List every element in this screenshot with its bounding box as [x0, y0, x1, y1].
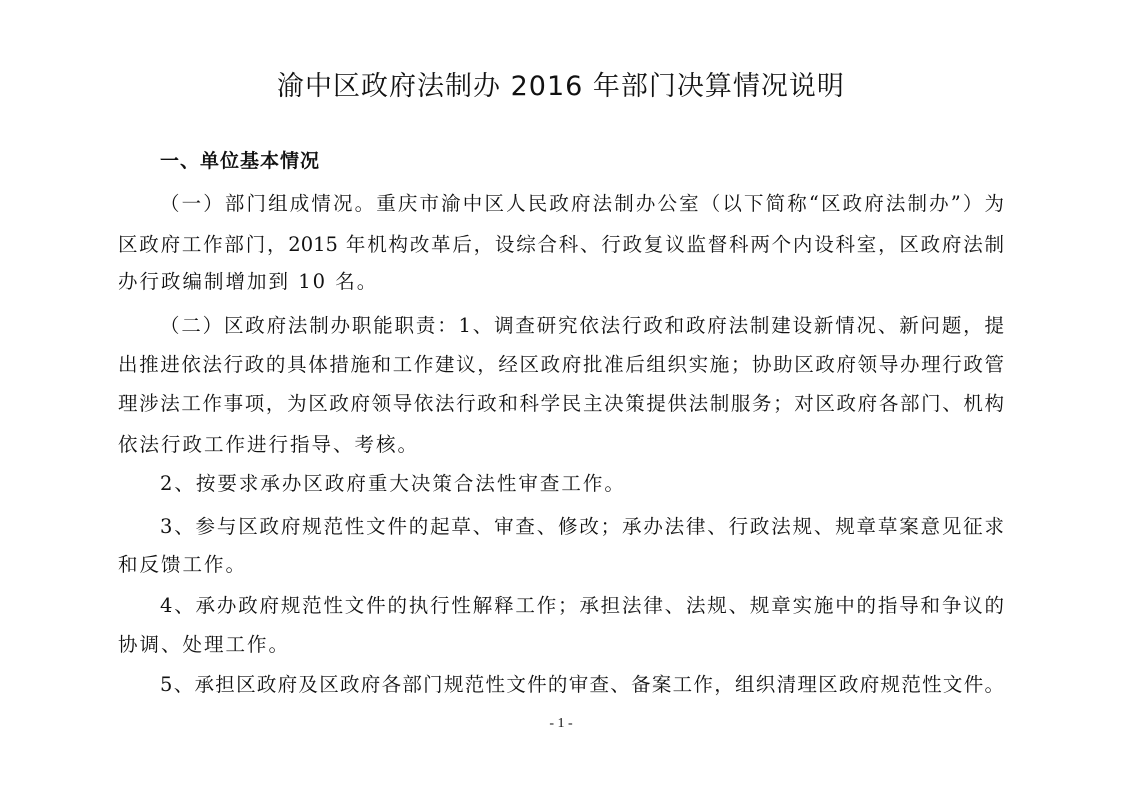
paragraph-line: 2、按要求承办区政府重大决策合法性审查工作。 [160, 472, 626, 495]
paragraph-line: 4、承办政府规范性文件的执行性解释工作；承担法律、法规、规章实施中的指导和争议的 [160, 594, 1004, 617]
paragraph-line: 办行政编制增加到 10 名。 [118, 270, 379, 293]
paragraph-line: 理涉法工作事项，为区政府领导依法行政和科学民主决策提供法制服务；对区政府各部门、机构 [118, 392, 1004, 415]
paragraph-line: （一）部门组成情况。重庆市渝中区人民政府法制办公室（以下简称“区政府法制办”）为 [160, 192, 1004, 215]
document-title: 渝中区政府法制办 2016 年部门决算情况说明 [277, 71, 845, 102]
paragraph-line: 5、承担区政府及区政府各部门规范性文件的审查、备案工作，组织清理区政府规范性文件。 [160, 673, 1004, 696]
paragraph-line: 3、参与区政府规范性文件的起草、审查、修改；承办法律、行政法规、规章草案意见征求 [160, 515, 1004, 538]
paragraph-line: 出推进依法行政的具体措施和工作建议，经区政府批准后组织实施；协助区政府领导办理行政管 [118, 353, 1004, 376]
paragraph-line: 依法行政工作进行指导、考核。 [118, 433, 420, 456]
paragraph-line: 和反馈工作。 [118, 553, 248, 576]
section-heading: 一、单位基本情况 [160, 150, 321, 172]
paragraph-line: 协调、处理工作。 [118, 633, 291, 656]
page-number: - 1 - [549, 716, 573, 731]
paragraph-line: （二）区政府法制办职能职责：1、调查研究依法行政和政府法制建设新情况、新问题，提 [160, 314, 1004, 337]
paragraph-line: 区政府工作部门，2015 年机构改革后，设综合科、行政复议监督科两个内设科室，区政府法制 [118, 233, 1004, 256]
